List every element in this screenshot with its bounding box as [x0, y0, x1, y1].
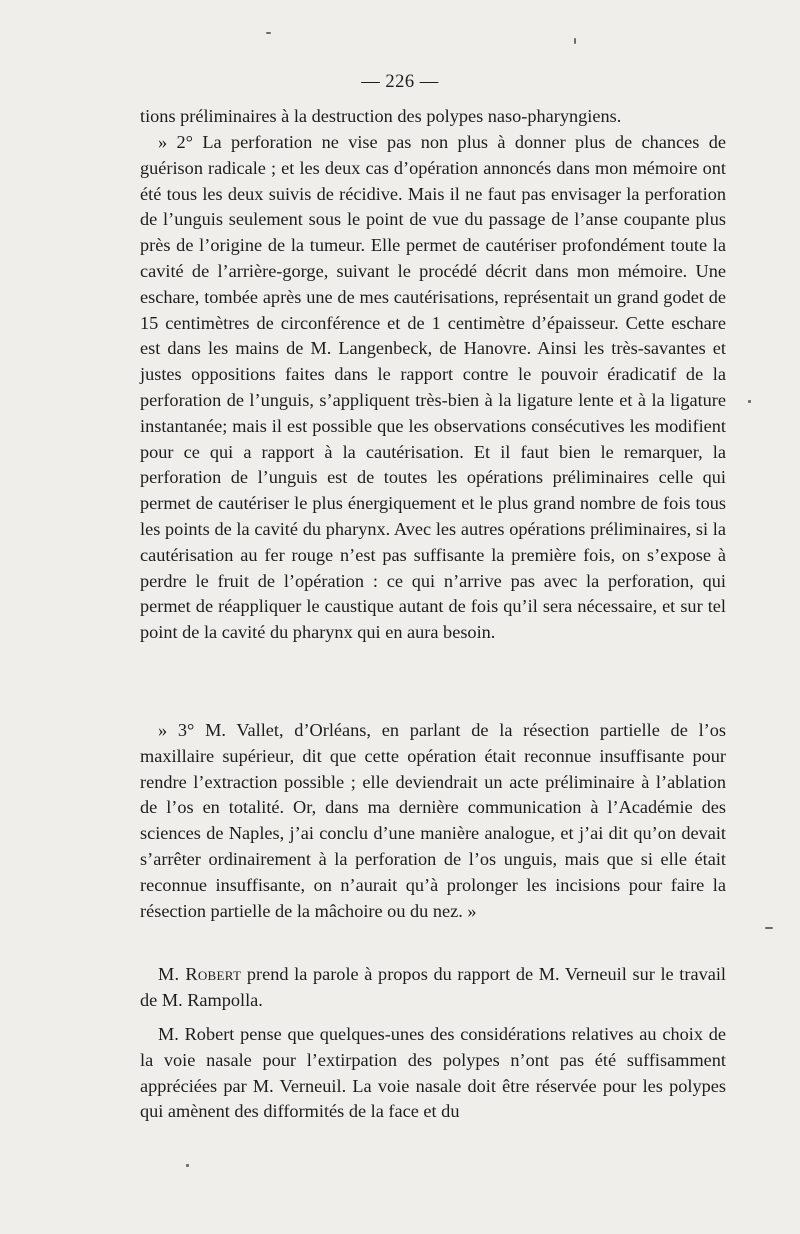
paragraph-point-2: » 2° La perforation ne vise pas non plus à donner plus de chances de guérison radicale ; et les deux cas d’opération annoncés dans mon mémoire ont été tous les deux suivis de récidive. Mais il ne faut pas envisager la perforation de l’unguis seulement sous le point de vue du passage de l’anse coupante plus près de l’origine de la tumeur. Elle permet de cautériser profondément toute la cavité de l’arrière-gorge, suivant le procédé décrit dans mon mémoire. Une eschare, tombée après une de mes cautérisations, représentait un grand godet de 15 centimètres de circonférence et de 1 centimètre d’épaisseur. Cette eschare est dans les mains de M. Langenbeck, de Hanovre. Ainsi les très-savantes et justes oppositions faites dans le rapport contre le pouvoir éradicatif de la perforation de l’unguis, s’appliquent très-bien à la ligature lente et à la ligature instantanée; mais il est possible que les observations consécutives les modifient pour ce qui a rapport à la cautérisation. Et il faut bien le remarquer, la perforation de l’unguis est de toutes les opérations préliminaires celle qui permet de cautériser le plus énergiquement et le plus grand nombre de fois tous les points de la cavité du pharynx. Avec les autres opérations préliminaires, si la cautérisation au fer rouge n’est pas suffisante la première fois, on s’expose à perdre le fruit de l’opération : ce qui n’arrive pas avec la perforation, qui permet de réappliquer le caustique autant de fois qu’il sera nécessaire, et sur tel point de la cavité du pharynx qui en aura besoin.: [140, 132, 726, 643]
robert-intro-paragraph: [140, 962, 726, 1014]
print-speck: [186, 1164, 189, 1167]
point-3-block: [140, 718, 726, 924]
page-number: — 226 —: [361, 72, 439, 92]
continuation-block: [140, 104, 726, 130]
paragraph-point-3: » 3° M. Vallet, d’Orléans, en parlant de la résection partielle de l’os maxillaire supérieur, dit que cette opération était reconnue insuffisante pour rendre l’extraction possible ; elle deviendrait un acte préliminaire à l’ablation de l’os en totalité. Or, dans ma dernière communication à l’Académie des sciences de Naples, j’ai conclu d’une manière analogue, et j’ai dit qu’on devait s’arrêter ordinairement à la perforation de l’os unguis, mais que si elle était reconnue insuffisante, on n’aurait qu’à prolonger les incisions pour faire la résection partielle de la mâchoire ou du nez. »: [140, 720, 726, 921]
robert-paragraph-block: [140, 1022, 726, 1125]
print-speck: [765, 927, 773, 929]
point-2-block: [140, 130, 726, 646]
print-speck: [748, 400, 751, 403]
print-speck: [266, 32, 271, 34]
robert-paragraph: M. Robert pense que quelques-unes des considérations relatives au choix de la voie nasale pour l’extirpation des polypes n’ont pas été suffisamment appréciées par M. Verneuil. La voie nasale doit être réservée pour les polypes qui amènent des difformités de la face et du: [140, 1024, 726, 1122]
speaker-name: M. Robert: [158, 964, 242, 984]
print-speck: [574, 38, 576, 44]
robert-intro-block: [140, 962, 726, 1014]
robert-intro-text: prend la parole à propos du rapport de M. Verneuil sur le travail de M. Rampolla.: [140, 964, 726, 1010]
continuation-paragraph: tions préliminaires à la destruction des polypes naso-pharyngiens.: [140, 106, 622, 126]
